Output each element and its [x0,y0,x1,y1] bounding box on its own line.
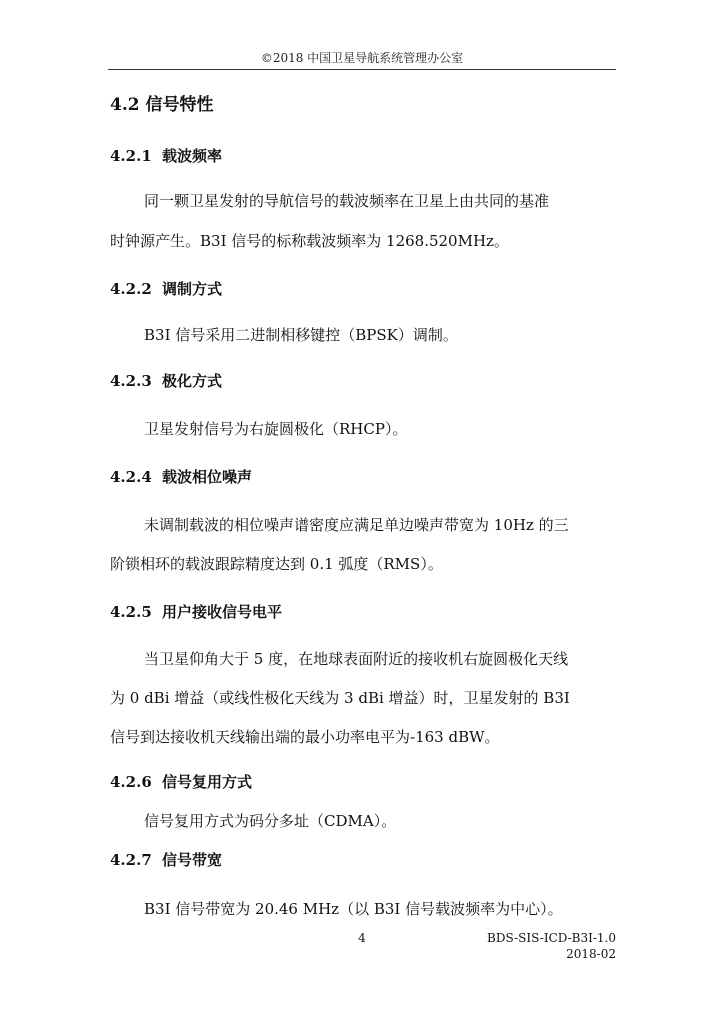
subsection-heading-4-2-6 [110,771,252,793]
subsection-number: 4.2.1 [110,147,152,165]
subsection-title: 用户接收信号电平 [162,603,283,621]
subsection-number: 4.2.5 [110,603,152,621]
subsection-number: 4.2.2 [110,280,152,298]
subsection-title: 载波频率 [162,147,223,165]
document-id: BDS-SIS-ICD-B3I-1.0 [487,931,616,945]
paragraph-line: 卫星发射信号为右旋圆极化（RHCP）。 [144,420,408,438]
subsection-title: 信号带宽 [162,851,223,869]
subsection-title: 信号复用方式 [162,773,253,791]
section-title: 4.2 信号特性 [110,95,214,115]
subsection-heading-4-2-3 [110,370,222,392]
subsection-title: 载波相位噪声 [162,468,253,486]
paragraph-line: 当卫星仰角大于 5 度，在地球表面附近的接收机右旋圆极化天线 [144,650,569,668]
subsection-title: 调制方式 [162,280,223,298]
subsection-heading-4-2-4 [110,466,252,488]
document-date: 2018-02 [566,947,616,961]
paragraph-line: 信号复用方式为码分多址（CDMA）。 [144,812,397,830]
paragraph-line: 信号到达接收机天线输出端的最小功率电平为-163 dBW。 [110,728,500,746]
subsection-number: 4.2.7 [110,851,152,869]
subsection-heading-4-2-2 [110,278,222,300]
header-rule [108,69,616,70]
subsection-heading-4-2-5 [110,601,282,623]
paragraph-line: 时钟源产生。B3I 信号的标称载波频率为 1268.520MHz。 [110,232,509,250]
paragraph-line: B3I 信号采用二进制相移键控（BPSK）调制。 [144,326,458,344]
page-header: ©2018 中国卫星导航系统管理办公室 [260,51,464,65]
paragraph-line: B3I 信号带宽为 20.46 MHz（以 B3I 信号载波频率为中心）。 [144,900,563,918]
paragraph-line: 为 0 dBi 增益（或线性极化天线为 3 dBi 增益）时，卫星发射的 B3I [110,689,570,707]
subsection-heading-4-2-7 [110,849,222,871]
subsection-heading-4-2-1 [110,145,222,167]
paragraph-line: 同一颗卫星发射的导航信号的载波频率在卫星上由共同的基准 [144,192,550,210]
subsection-title: 极化方式 [162,372,223,390]
subsection-number: 4.2.3 [110,372,152,390]
page-number: 4 [358,931,366,945]
document-id-block [487,930,616,962]
paragraph-line: 阶锁相环的载波跟踪精度达到 0.1 弧度（RMS）。 [110,555,443,573]
paragraph-line: 未调制载波的相位噪声谱密度应满足单边噪声带宽为 10Hz 的三 [144,516,569,534]
subsection-number: 4.2.4 [110,468,152,486]
subsection-number: 4.2.6 [110,773,152,791]
